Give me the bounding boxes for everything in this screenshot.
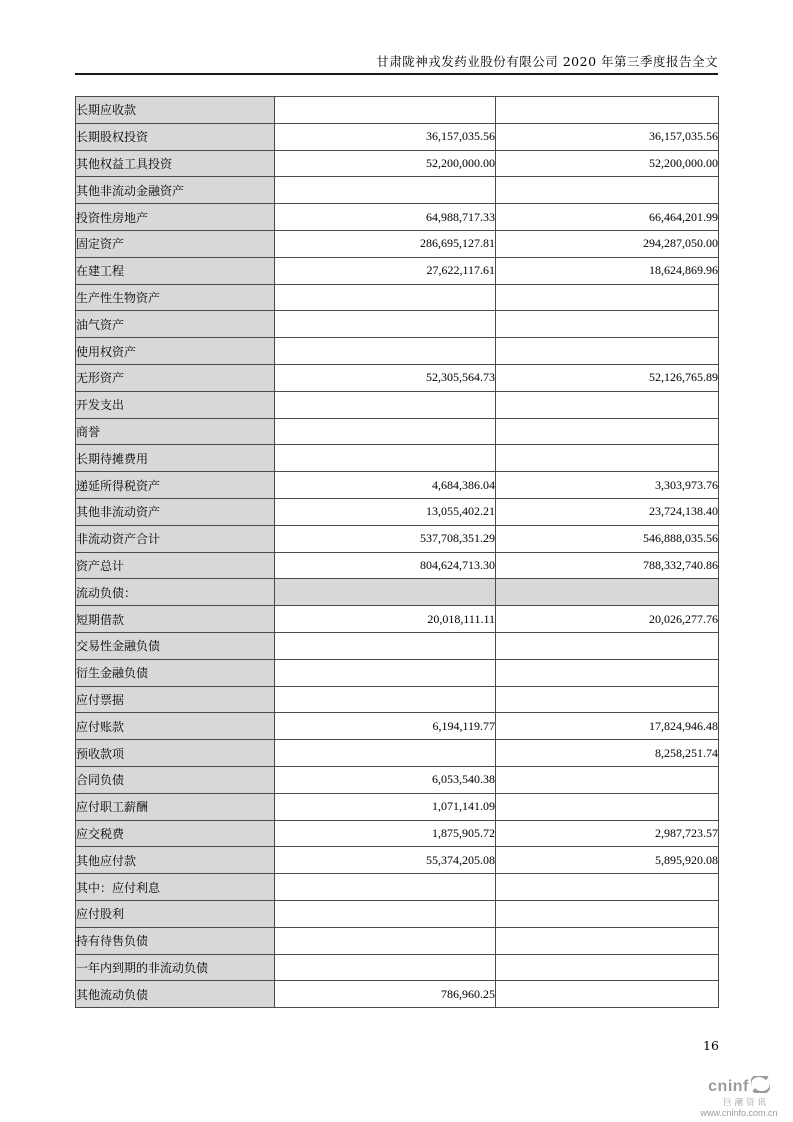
value-prior-period: 17,824,946.48 <box>496 713 719 740</box>
value-prior-period: 546,888,035.56 <box>496 525 719 552</box>
value-prior-period <box>496 793 719 820</box>
row-label: 使用权资产 <box>76 338 275 365</box>
value-prior-period: 2,987,723.57 <box>496 820 719 847</box>
value-current-period <box>275 900 496 927</box>
value-current-period: 52,305,564.73 <box>275 364 496 391</box>
value-prior-period <box>496 97 719 124</box>
value-current-period <box>275 311 496 338</box>
table-row <box>76 606 719 633</box>
value-current-period <box>275 445 496 472</box>
value-prior-period <box>496 177 719 204</box>
row-label: 其中：应付利息 <box>76 874 275 901</box>
cninfo-url: www.cninfo.com.cn <box>700 1107 778 1118</box>
value-current-period <box>275 338 496 365</box>
value-current-period <box>275 927 496 954</box>
row-label: 其他权益工具投资 <box>76 150 275 177</box>
table-row <box>76 123 719 150</box>
cninfo-brand-text: cninf <box>708 1078 749 1095</box>
value-current-period: 52,200,000.00 <box>275 150 496 177</box>
header-divider <box>75 73 718 75</box>
value-prior-period: 36,157,035.56 <box>496 123 719 150</box>
row-label: 流动负债： <box>76 579 275 606</box>
row-label: 投资性房地产 <box>76 204 275 231</box>
row-label: 应付股利 <box>76 900 275 927</box>
row-label: 商誉 <box>76 418 275 445</box>
table-row <box>76 204 719 231</box>
table-row <box>76 793 719 820</box>
row-label: 应付职工薪酬 <box>76 793 275 820</box>
table-row <box>76 230 719 257</box>
value-current-period: 804,624,713.30 <box>275 552 496 579</box>
balance-sheet-table <box>75 96 719 1008</box>
value-current-period <box>275 874 496 901</box>
row-label: 预收款项 <box>76 740 275 767</box>
row-label: 非流动资产合计 <box>76 525 275 552</box>
table-row <box>76 177 719 204</box>
table-row <box>76 659 719 686</box>
value-current-period: 786,960.25 <box>275 981 496 1008</box>
value-prior-period: 20,026,277.76 <box>496 606 719 633</box>
row-label: 其他非流动金融资产 <box>76 177 275 204</box>
value-current-period: 537,708,351.29 <box>275 525 496 552</box>
row-label: 递延所得税资产 <box>76 472 275 499</box>
value-current-period: 6,194,119.77 <box>275 713 496 740</box>
value-prior-period <box>496 338 719 365</box>
swirl-icon <box>751 1076 770 1098</box>
row-label: 交易性金融负债 <box>76 632 275 659</box>
value-prior-period <box>496 579 719 606</box>
balance-table-body <box>76 97 719 1008</box>
value-prior-period <box>496 954 719 981</box>
value-current-period <box>275 97 496 124</box>
value-prior-period <box>496 445 719 472</box>
row-label: 长期股权投资 <box>76 123 275 150</box>
value-current-period: 20,018,111.11 <box>275 606 496 633</box>
table-row <box>76 498 719 525</box>
table-row <box>76 874 719 901</box>
value-current-period: 1,875,905.72 <box>275 820 496 847</box>
value-prior-period <box>496 900 719 927</box>
value-current-period <box>275 579 496 606</box>
value-prior-period <box>496 766 719 793</box>
value-current-period: 13,055,402.21 <box>275 498 496 525</box>
row-label: 在建工程 <box>76 257 275 284</box>
value-prior-period: 5,895,920.08 <box>496 847 719 874</box>
table-row <box>76 927 719 954</box>
value-current-period <box>275 740 496 767</box>
value-current-period: 4,684,386.04 <box>275 472 496 499</box>
table-row <box>76 900 719 927</box>
cninfo-chinese-name: 巨潮资讯 <box>722 1096 769 1107</box>
row-label: 衍生金融负债 <box>76 659 275 686</box>
row-label: 油气资产 <box>76 311 275 338</box>
value-prior-period <box>496 632 719 659</box>
page-number: 16 <box>703 1038 719 1053</box>
table-row <box>76 686 719 713</box>
table-row <box>76 150 719 177</box>
table-row <box>76 632 719 659</box>
table-row <box>76 311 719 338</box>
value-current-period <box>275 954 496 981</box>
value-prior-period <box>496 284 719 311</box>
value-current-period: 286,695,127.81 <box>275 230 496 257</box>
table-row <box>76 579 719 606</box>
cninfo-watermark <box>691 1076 787 1119</box>
table-row <box>76 418 719 445</box>
value-prior-period: 788,332,740.86 <box>496 552 719 579</box>
table-row <box>76 525 719 552</box>
row-label: 一年内到期的非流动负债 <box>76 954 275 981</box>
row-label: 长期待摊费用 <box>76 445 275 472</box>
value-current-period <box>275 391 496 418</box>
value-current-period: 36,157,035.56 <box>275 123 496 150</box>
table-row <box>76 847 719 874</box>
value-current-period <box>275 659 496 686</box>
row-label: 其他非流动资产 <box>76 498 275 525</box>
value-prior-period <box>496 418 719 445</box>
value-current-period <box>275 632 496 659</box>
table-row <box>76 284 719 311</box>
row-label: 持有待售负债 <box>76 927 275 954</box>
row-label: 合同负债 <box>76 766 275 793</box>
value-prior-period <box>496 874 719 901</box>
row-label: 无形资产 <box>76 364 275 391</box>
table-row <box>76 338 719 365</box>
value-prior-period: 52,126,765.89 <box>496 364 719 391</box>
table-row <box>76 257 719 284</box>
row-label: 固定资产 <box>76 230 275 257</box>
row-label: 长期应收款 <box>76 97 275 124</box>
table-row <box>76 445 719 472</box>
value-prior-period <box>496 659 719 686</box>
value-current-period <box>275 418 496 445</box>
value-current-period: 1,071,141.09 <box>275 793 496 820</box>
row-label: 其他应付款 <box>76 847 275 874</box>
table-row <box>76 740 719 767</box>
row-label: 其他流动负债 <box>76 981 275 1008</box>
row-label: 应付票据 <box>76 686 275 713</box>
value-current-period: 55,374,205.08 <box>275 847 496 874</box>
page-header-title: 甘肃陇神戎发药业股份有限公司 2020 年第三季度报告全文 <box>376 54 718 69</box>
value-prior-period <box>496 927 719 954</box>
row-label: 开发支出 <box>76 391 275 418</box>
value-current-period <box>275 284 496 311</box>
value-prior-period <box>496 391 719 418</box>
row-label: 短期借款 <box>76 606 275 633</box>
value-prior-period: 18,624,869.96 <box>496 257 719 284</box>
row-label: 应交税费 <box>76 820 275 847</box>
value-current-period: 27,622,117.61 <box>275 257 496 284</box>
cninfo-logo <box>691 1076 787 1098</box>
value-prior-period: 23,724,138.40 <box>496 498 719 525</box>
value-prior-period <box>496 686 719 713</box>
value-current-period <box>275 177 496 204</box>
value-prior-period: 3,303,973.76 <box>496 472 719 499</box>
table-row <box>76 552 719 579</box>
table-row <box>76 97 719 124</box>
row-label: 应付账款 <box>76 713 275 740</box>
value-current-period: 6,053,540.38 <box>275 766 496 793</box>
table-row <box>76 391 719 418</box>
table-row <box>76 713 719 740</box>
row-label: 生产性生物资产 <box>76 284 275 311</box>
table-row <box>76 981 719 1008</box>
value-prior-period: 8,258,251.74 <box>496 740 719 767</box>
value-prior-period <box>496 981 719 1008</box>
value-prior-period: 294,287,050.00 <box>496 230 719 257</box>
value-current-period: 64,988,717.33 <box>275 204 496 231</box>
table-row <box>76 820 719 847</box>
row-label: 资产总计 <box>76 552 275 579</box>
table-row <box>76 766 719 793</box>
value-prior-period: 52,200,000.00 <box>496 150 719 177</box>
table-row <box>76 954 719 981</box>
table-row <box>76 364 719 391</box>
value-prior-period: 66,464,201.99 <box>496 204 719 231</box>
value-current-period <box>275 686 496 713</box>
table-row <box>76 472 719 499</box>
value-prior-period <box>496 311 719 338</box>
